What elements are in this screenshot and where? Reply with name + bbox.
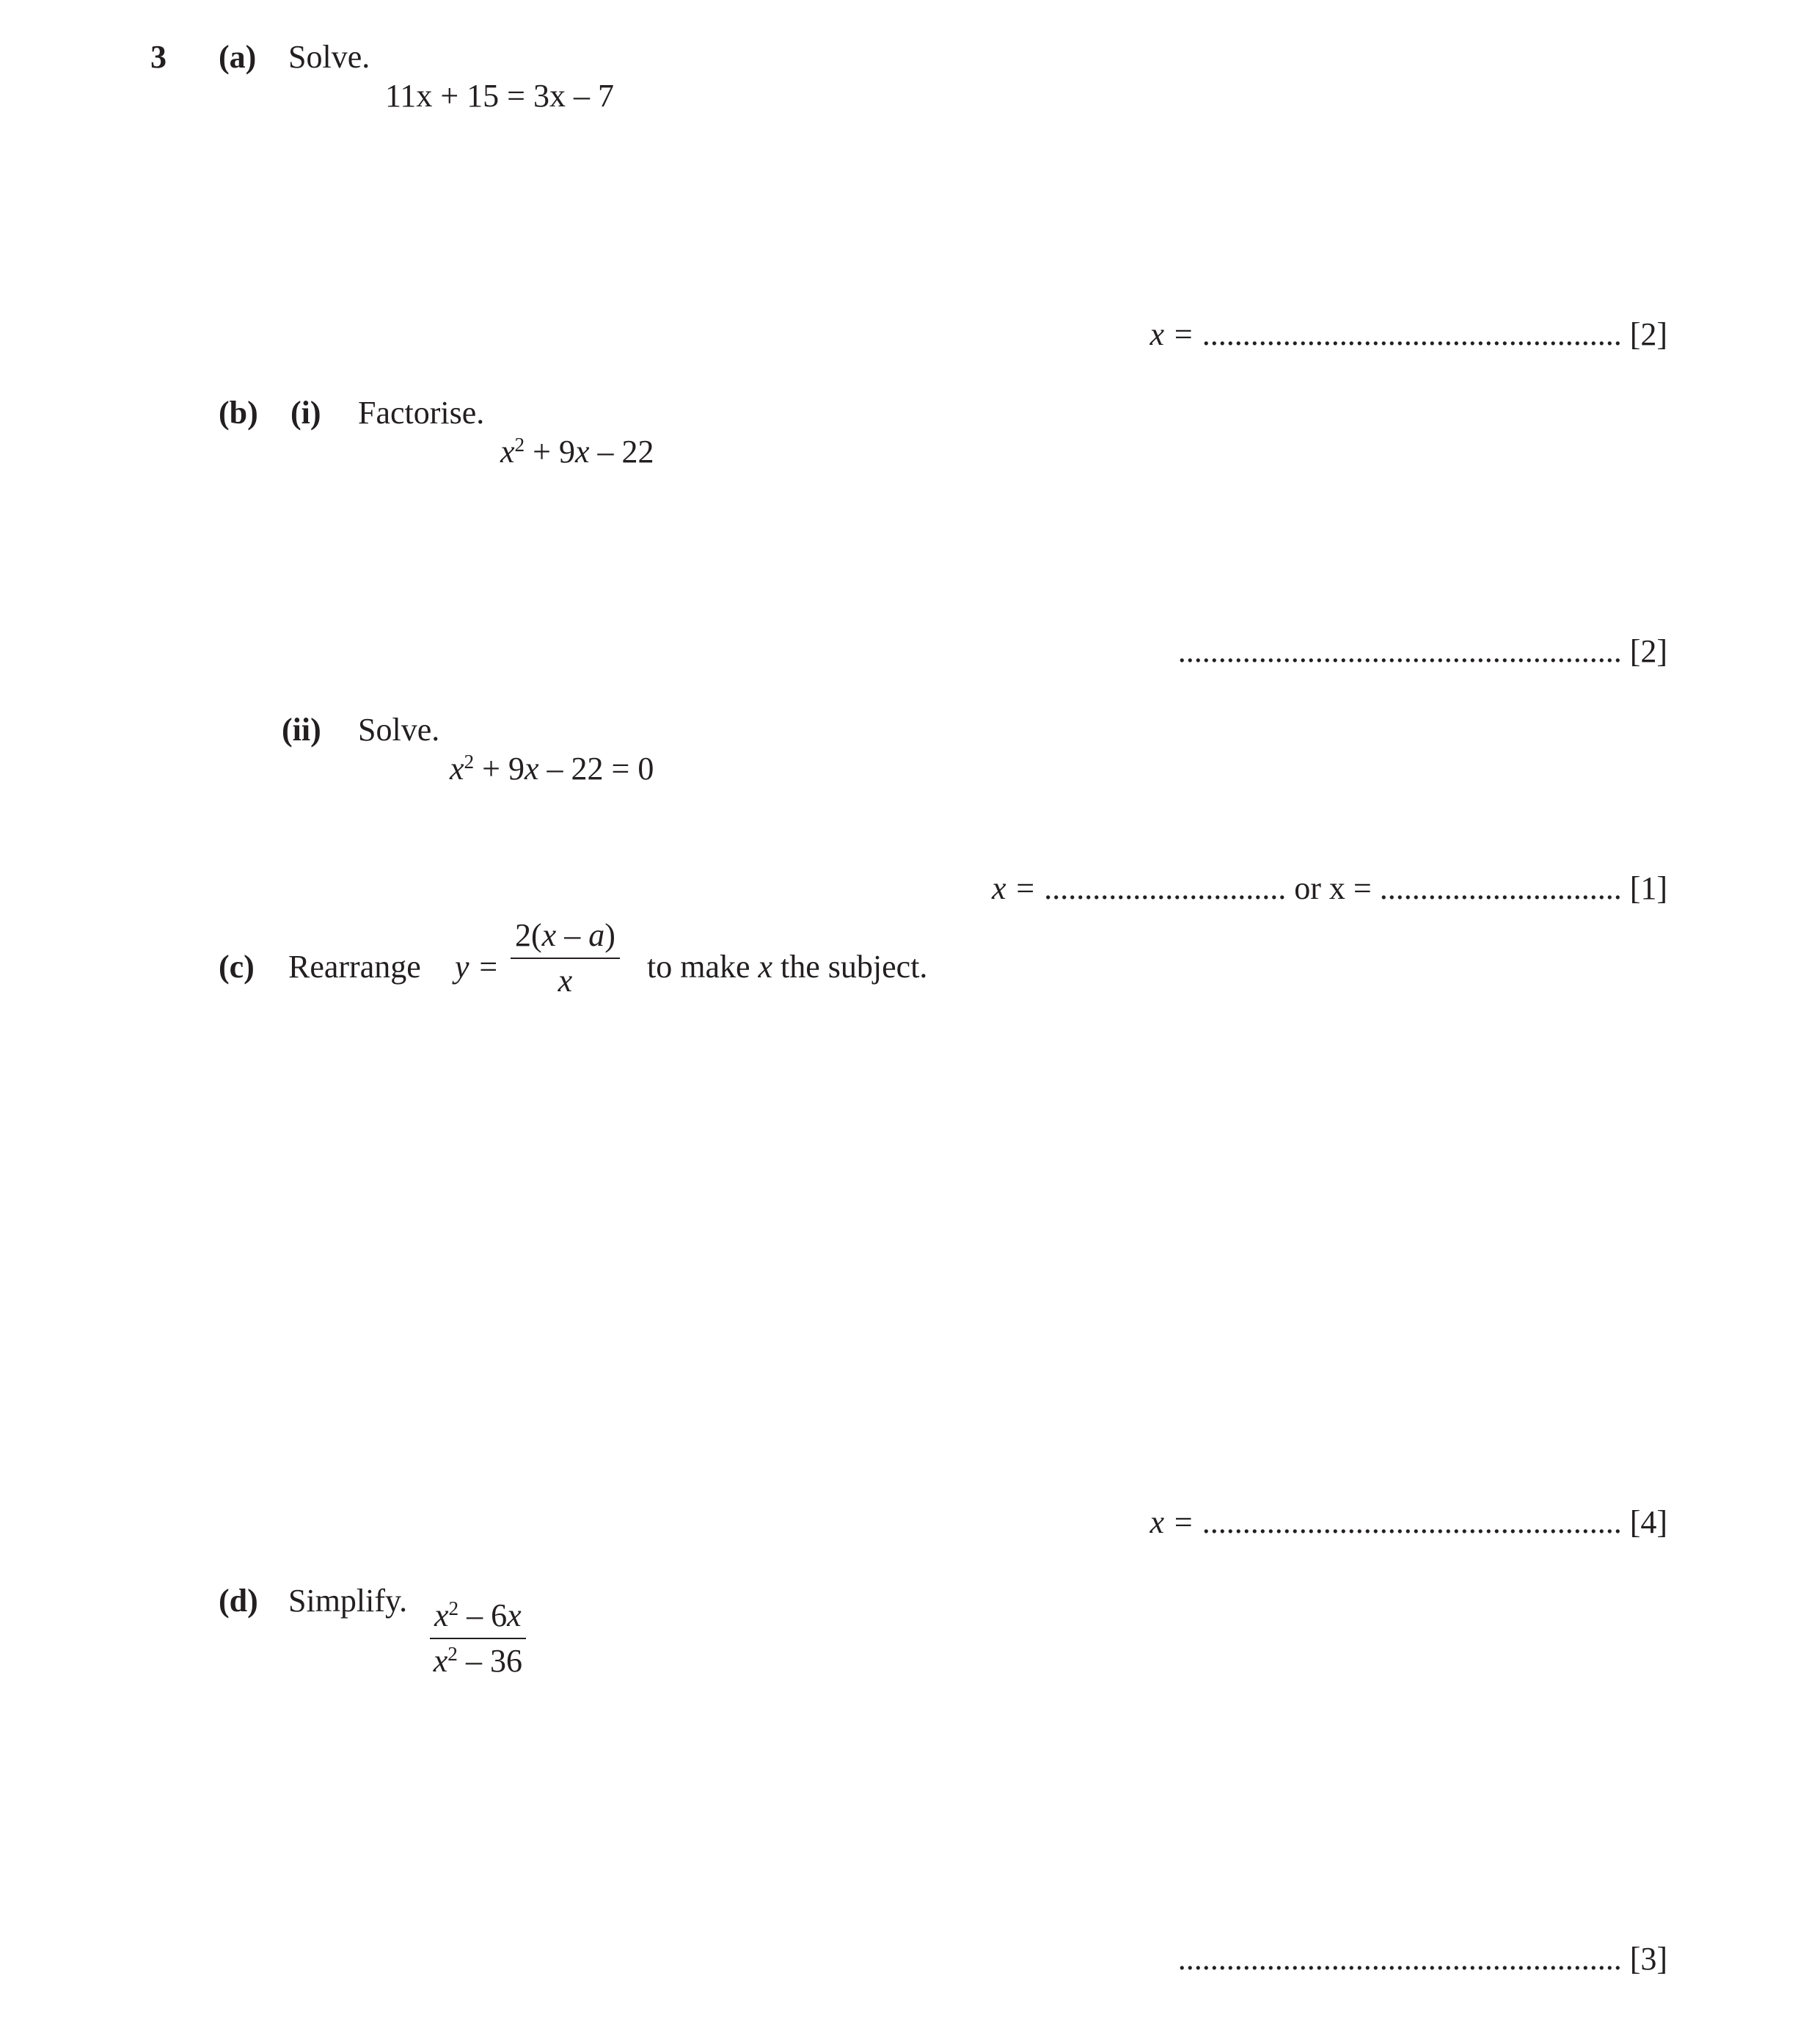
part-b-ii-equation: $x^2 + 9x - 22 = 0$: [450, 751, 654, 787]
part-b-i-answer-line[interactable]: [1178, 635, 1667, 668]
part-c-label: (c): [219, 949, 255, 985]
part-c-answer-line[interactable]: [1150, 1506, 1667, 1539]
part-b-label: (b): [219, 395, 258, 431]
part-b-ii-answer-line[interactable]: [992, 872, 1667, 905]
marks: [1]: [1629, 870, 1667, 906]
answer-dots[interactable]: ....................................................: [1202, 316, 1622, 352]
answer-dots-2[interactable]: ..............................: [1379, 870, 1622, 906]
answer-or-text: or x =: [1294, 870, 1372, 906]
part-d-label: (d): [219, 1583, 258, 1619]
part-d-fraction: [430, 1597, 526, 1679]
part-b-i-label: (i): [290, 395, 321, 431]
part-b-ii-instruction: Solve.: [358, 712, 440, 748]
part-d-answer-line[interactable]: [1178, 1943, 1667, 1975]
answer-dots[interactable]: .......................................................: [1177, 633, 1622, 669]
part-a-answer-line[interactable]: [1150, 318, 1667, 351]
part-a-label: (a): [219, 39, 257, 75]
part-d-instruction: Simplify.: [288, 1583, 408, 1619]
answer-dots[interactable]: .......................................................: [1177, 1941, 1622, 1977]
part-c-suffix: to make x the subject.: [647, 949, 928, 985]
answer-prefix: x =: [1150, 316, 1194, 352]
answer-dots-1[interactable]: ..............................: [1044, 870, 1287, 906]
part-a-equation: [385, 80, 614, 112]
part-c-fraction: [511, 919, 620, 997]
part-d-numerator: $x^2 - 6x$: [434, 1597, 522, 1633]
marks: [2]: [1629, 316, 1667, 352]
answer-dots[interactable]: ....................................................: [1202, 1504, 1622, 1540]
part-c-lhs: y =: [455, 949, 500, 985]
part-c-instruction: Rearrange: [288, 949, 421, 985]
part-c-numerator: 2(x – a): [515, 917, 615, 953]
part-c-denominator: x: [558, 963, 573, 999]
answer-prefix: x =: [1150, 1504, 1194, 1540]
question-number: 3: [150, 39, 167, 75]
part-b-ii-label: (ii): [282, 712, 321, 748]
part-d-denominator: $x^2 - 36$: [433, 1643, 522, 1679]
answer-prefix-1: x =: [991, 870, 1037, 906]
marks: [4]: [1629, 1504, 1667, 1540]
marks: [2]: [1629, 633, 1667, 669]
part-a-instruction: Solve.: [288, 39, 370, 75]
marks: [3]: [1629, 1941, 1667, 1977]
part-b-i-expression: $x^2 + 9x - 22$: [500, 434, 654, 470]
part-a-equation-text: 11x + 15 = 3x – 7: [385, 78, 614, 114]
part-b-i-instruction: Factorise.: [358, 395, 485, 431]
